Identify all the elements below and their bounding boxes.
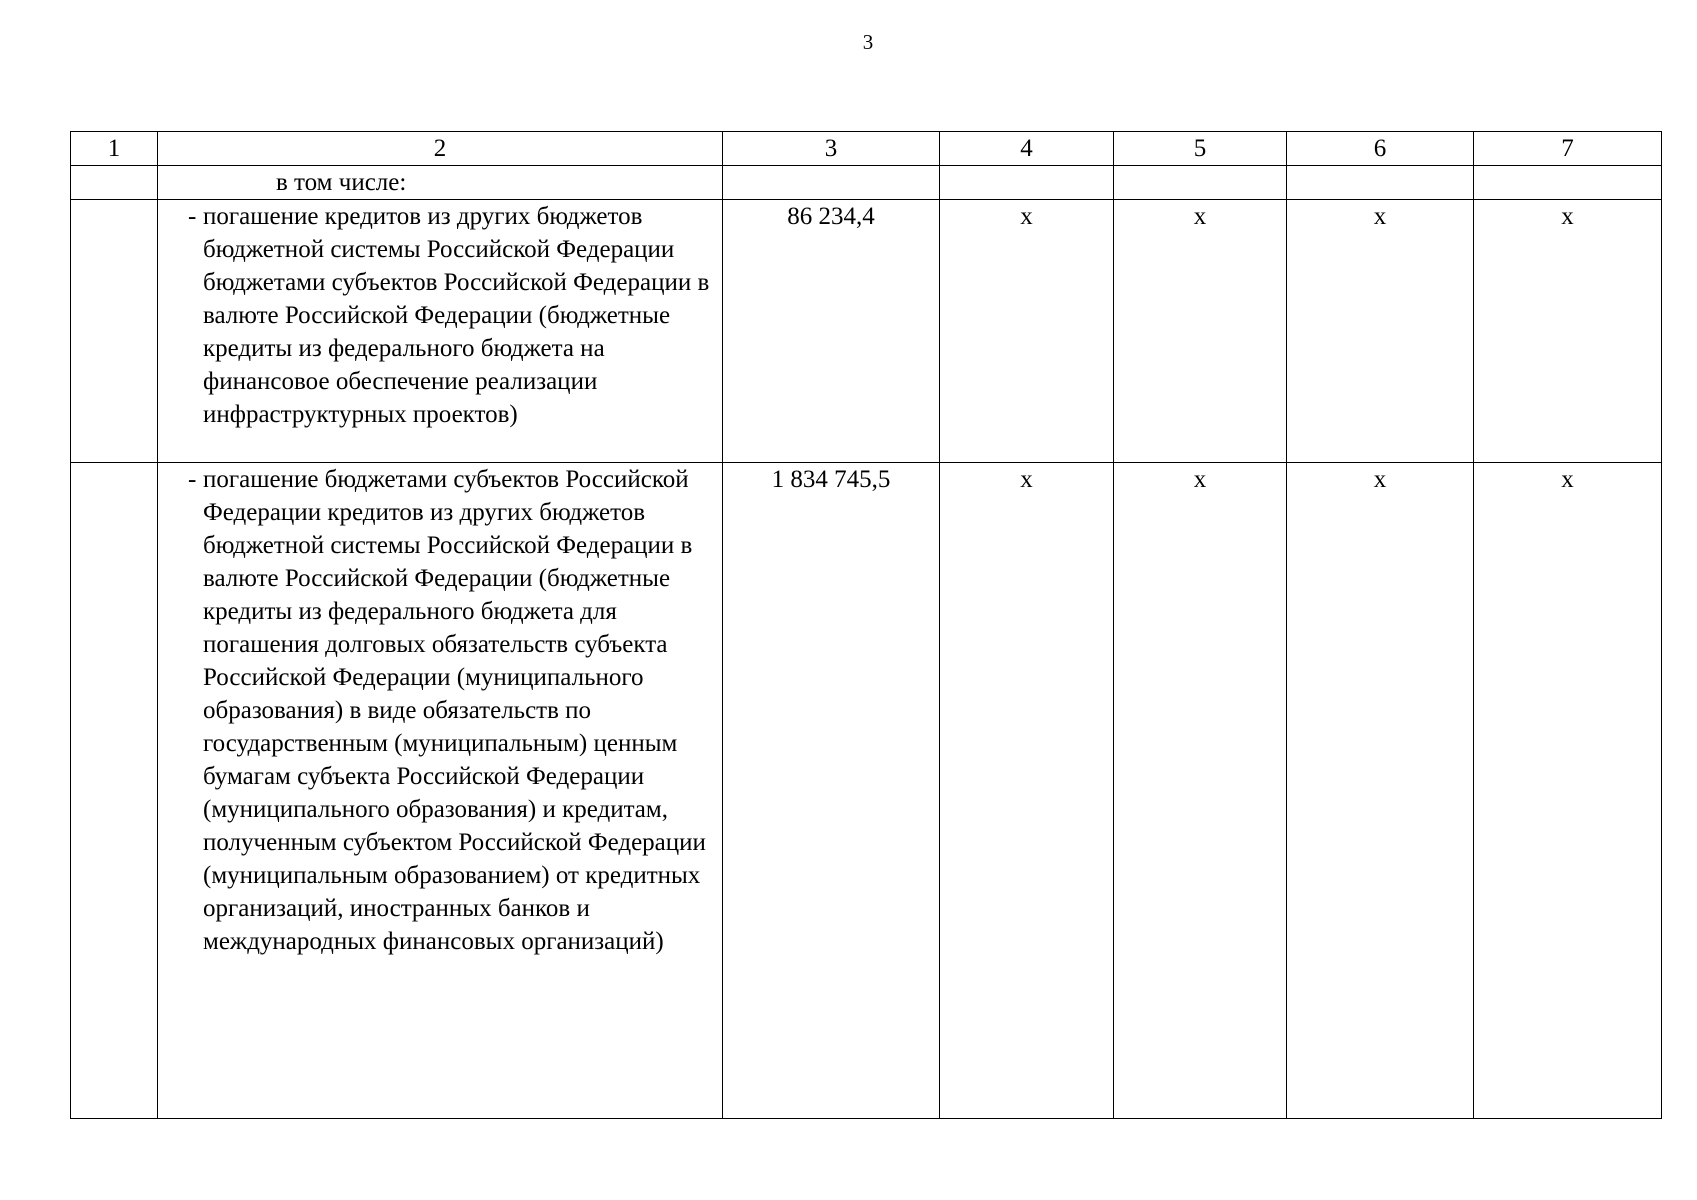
empty-cell	[71, 166, 158, 200]
row-description-text: погашение бюджетами субъектов Российской Федерации кредитов из других бюджетов бюджетной системы Российской Федерации в валюте Российской Федерации (бюджетные кредиты из федерального бюджета для погашения долговых обязательств субъекта Российской Федерации (муниципального образования) в виде обязательств по государственным (муниципальным) ценным бумагам субъекта Российской Федерации (муниципального образования) и кредитам, полученным субъектом Российской Федерации (муниципальным образованием) от кредитных организаций, иностранных банков и международных финансовых организаций)	[203, 466, 706, 955]
column-header-4: 4	[940, 132, 1114, 166]
description-cell	[158, 200, 723, 463]
column-header-7: 7	[1474, 132, 1662, 166]
empty-cell	[723, 166, 940, 200]
description-cell	[158, 463, 723, 1119]
not-applicable-cell: х	[1474, 463, 1662, 1119]
column-header-6: 6	[1287, 132, 1474, 166]
amount-cell: 86 234,4	[723, 200, 940, 463]
empty-cell	[940, 166, 1114, 200]
row-description-text: погашение кредитов из других бюджетов бюджетной системы Российской Федерации бюджетами субъектов Российской Федерации в валюте Российской Федерации (бюджетные кредиты из федерального бюджета на финансовое обеспечение реализации инфраструктурных проектов)	[203, 203, 710, 428]
subheader-row	[71, 166, 1662, 200]
table-row	[71, 463, 1662, 1119]
column-number-row	[71, 132, 1662, 166]
row-description	[158, 463, 722, 958]
empty-cell	[1114, 166, 1287, 200]
column-header-3: 3	[723, 132, 940, 166]
subheader-cell	[158, 166, 723, 200]
not-applicable-cell: х	[1287, 463, 1474, 1119]
empty-cell	[1287, 166, 1474, 200]
list-dash: -	[188, 466, 197, 493]
amount-cell: 1 834 745,5	[723, 463, 940, 1119]
empty-cell	[1474, 166, 1662, 200]
budget-table	[70, 131, 1662, 1119]
not-applicable-cell: х	[1474, 200, 1662, 463]
subheader-text: в том числе:	[276, 169, 407, 196]
page-number: 3	[862, 30, 874, 54]
empty-cell	[71, 463, 158, 1119]
not-applicable-cell: х	[1114, 463, 1287, 1119]
empty-cell	[71, 200, 158, 463]
column-header-5: 5	[1114, 132, 1287, 166]
column-header-2: 2	[158, 132, 723, 166]
not-applicable-cell: х	[940, 200, 1114, 463]
row-description	[158, 200, 722, 431]
not-applicable-cell: х	[1114, 200, 1287, 463]
not-applicable-cell: х	[940, 463, 1114, 1119]
column-header-1: 1	[71, 132, 158, 166]
not-applicable-cell: х	[1287, 200, 1474, 463]
table-row	[71, 200, 1662, 463]
list-dash: -	[188, 203, 197, 230]
